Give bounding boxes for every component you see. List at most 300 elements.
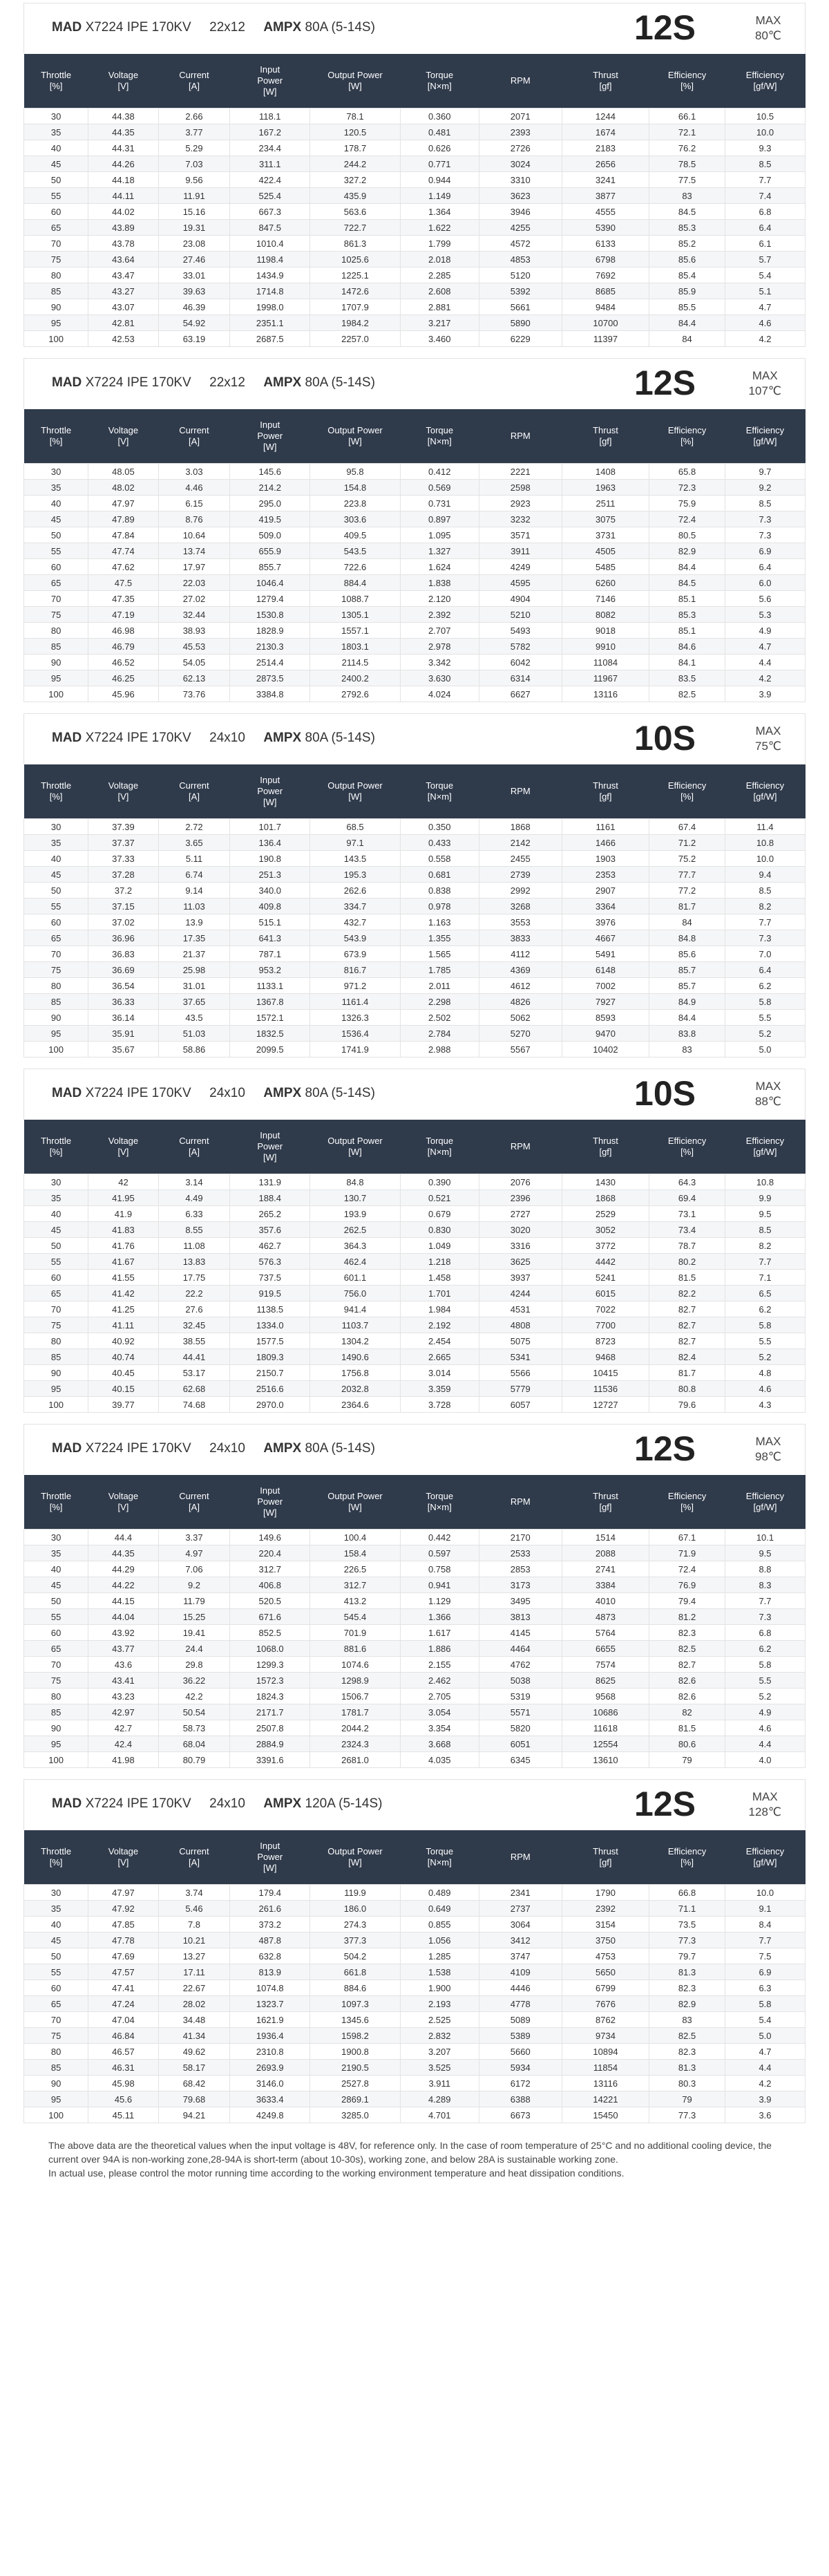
table-cell: 1984.2: [310, 315, 401, 331]
column-header: [562, 1830, 649, 1885]
table-row: [24, 172, 806, 188]
table-cell: 3052: [562, 1222, 649, 1238]
table-cell: 82.9: [649, 1996, 725, 2012]
table-cell: 43.5: [158, 1010, 230, 1026]
table-cell: 90: [24, 299, 88, 315]
table-cell: 30: [24, 1530, 88, 1545]
table-cell: 13116: [562, 686, 649, 702]
table-row: [24, 1174, 806, 1190]
column-header: [24, 1475, 88, 1530]
table-cell: 2741: [562, 1561, 649, 1577]
table-cell: 5341: [479, 1349, 562, 1365]
table-cell: 847.5: [230, 220, 310, 236]
table-cell: 5.0: [725, 2028, 805, 2044]
table-cell: 6057: [479, 1397, 562, 1413]
column-header: [230, 409, 310, 464]
brand-label: MAD: [52, 731, 82, 745]
column-header: [725, 1120, 805, 1174]
table-row: [24, 899, 806, 914]
table-cell: 312.7: [310, 1577, 401, 1593]
table-row: [24, 2028, 806, 2044]
table-cell: 5089: [479, 2012, 562, 2028]
table-cell: 2992: [479, 883, 562, 899]
test-spec: [52, 375, 375, 391]
column-header-line: [%]: [49, 1147, 63, 1157]
table-cell: 179.4: [230, 1885, 310, 1901]
table-header: [23, 713, 806, 764]
table-cell: 85: [24, 1349, 88, 1365]
column-header: [649, 1120, 725, 1174]
table-cell: 82.5: [649, 686, 725, 702]
table-cell: 55: [24, 1609, 88, 1625]
table-cell: 40: [24, 496, 88, 511]
table-cell: 1674: [562, 124, 649, 140]
table-cell: 274.3: [310, 1917, 401, 1933]
table-cell: 3.911: [400, 2076, 479, 2091]
column-header-line: [N×m]: [427, 1147, 452, 1157]
table-cell: 2681.0: [310, 1752, 401, 1768]
table-cell: 3747: [479, 1948, 562, 1964]
table-cell: 66.8: [649, 1885, 725, 1901]
table-cell: 40: [24, 1917, 88, 1933]
column-header-line: Efficiency: [745, 1846, 785, 1856]
table-cell: 44.35: [88, 124, 159, 140]
table-cell: 65.8: [649, 464, 725, 480]
table-cell: 3020: [479, 1222, 562, 1238]
table-cell: 1506.7: [310, 1689, 401, 1704]
table-row: [24, 819, 806, 835]
table-cell: 50: [24, 1593, 88, 1609]
table-cell: 2.784: [400, 1026, 479, 1042]
table-cell: 861.3: [310, 236, 401, 252]
table-cell: 19.41: [158, 1625, 230, 1641]
table-cell: 3.460: [400, 331, 479, 347]
table-cell: 5661: [479, 299, 562, 315]
table-cell: 8685: [562, 283, 649, 299]
table-cell: 44.02: [88, 204, 159, 220]
table-cell: 671.6: [230, 1609, 310, 1625]
table-cell: 79.7: [649, 1948, 725, 1964]
esc-model: 80A (5-14S): [305, 1441, 375, 1456]
table-cell: 7002: [562, 978, 649, 994]
table-cell: 3772: [562, 1238, 649, 1254]
motor-test-table-1: [23, 3, 806, 347]
table-cell: 1472.6: [310, 283, 401, 299]
table-cell: 413.2: [310, 1593, 401, 1609]
table-cell: 5.7: [725, 252, 805, 267]
table-cell: 3232: [479, 511, 562, 527]
table-cell: 36.14: [88, 1010, 159, 1026]
table-cell: 5.29: [158, 140, 230, 156]
max-temperature: [749, 368, 781, 399]
column-header: [649, 764, 725, 819]
table-cell: 41.67: [88, 1254, 159, 1270]
table-cell: 36.33: [88, 994, 159, 1010]
table-cell: 79: [649, 1752, 725, 1768]
table-cell: 47.41: [88, 1980, 159, 1996]
table-cell: 2726: [479, 140, 562, 156]
table-row: [24, 591, 806, 607]
table-cell: 43.27: [88, 283, 159, 299]
column-header-line: Thrust: [593, 1846, 618, 1856]
table-cell: 953.2: [230, 962, 310, 978]
column-header-line: Torque: [426, 1136, 454, 1146]
table-cell: 364.3: [310, 1238, 401, 1254]
table-cell: 3553: [479, 914, 562, 930]
table-cell: 27.6: [158, 1301, 230, 1317]
column-header: [310, 1120, 401, 1174]
table-cell: 3384.8: [230, 686, 310, 702]
table-cell: 543.5: [310, 543, 401, 559]
table-row: [24, 464, 806, 480]
table-cell: 4244: [479, 1286, 562, 1301]
table-cell: 701.9: [310, 1625, 401, 1641]
table-cell: 41.76: [88, 1238, 159, 1254]
column-header: [649, 1830, 725, 1885]
table-cell: 36.69: [88, 962, 159, 978]
table-cell: 1577.5: [230, 1333, 310, 1349]
table-cell: 47.89: [88, 511, 159, 527]
table-cell: 41.11: [88, 1317, 159, 1333]
table-cell: 0.521: [400, 1190, 479, 1206]
table-cell: 50: [24, 527, 88, 543]
column-header-line: [W]: [348, 791, 362, 802]
table-cell: 7.4: [725, 188, 805, 204]
table-cell: 82.5: [649, 2028, 725, 2044]
table-cell: 58.86: [158, 1042, 230, 1057]
table-cell: 1430: [562, 1174, 649, 1190]
table-row: [24, 1222, 806, 1238]
table-cell: 83: [649, 1042, 725, 1057]
table-cell: 85.5: [649, 299, 725, 315]
table-cell: 244.2: [310, 156, 401, 172]
table-cell: 4808: [479, 1317, 562, 1333]
column-header: [158, 1830, 230, 1885]
table-cell: 7022: [562, 1301, 649, 1317]
table-cell: 5567: [479, 1042, 562, 1057]
table-cell: 2.988: [400, 1042, 479, 1057]
esc-brand: AMPX: [263, 1441, 302, 1456]
table-cell: 6.33: [158, 1206, 230, 1222]
table-header: [23, 358, 806, 409]
table-cell: 65: [24, 220, 88, 236]
table-cell: 15450: [562, 2107, 649, 2123]
column-header-line: Current: [179, 1846, 209, 1856]
table-cell: 3.359: [400, 1381, 479, 1397]
table-cell: 0.350: [400, 819, 479, 835]
column-header-line: RPM: [510, 431, 531, 441]
table-cell: 43.07: [88, 299, 159, 315]
table-cell: 6.0: [725, 575, 805, 591]
table-cell: 73.5: [649, 1917, 725, 1933]
column-header-line: [W]: [263, 86, 277, 97]
table-cell: 70: [24, 236, 88, 252]
table-cell: 43.89: [88, 220, 159, 236]
table-cell: 82.2: [649, 1286, 725, 1301]
table-cell: 37.39: [88, 819, 159, 835]
table-cell: 38.55: [158, 1333, 230, 1349]
column-header: [158, 1120, 230, 1174]
table-cell: 2170: [479, 1530, 562, 1545]
table-cell: 1279.4: [230, 591, 310, 607]
table-cell: 45: [24, 156, 88, 172]
table-cell: 3633.4: [230, 2091, 310, 2107]
table-cell: 3024: [479, 156, 562, 172]
table-cell: 406.8: [230, 1577, 310, 1593]
table-cell: 4.49: [158, 1190, 230, 1206]
table-cell: 25.98: [158, 962, 230, 978]
column-header-line: Input: [260, 64, 280, 75]
table-cell: 3.054: [400, 1704, 479, 1720]
table-cell: 35.67: [88, 1042, 159, 1057]
table-cell: 10.1: [725, 1530, 805, 1545]
table-cell: 5392: [479, 283, 562, 299]
table-cell: 47.97: [88, 496, 159, 511]
table-cell: 22.2: [158, 1286, 230, 1301]
table-cell: 601.1: [310, 1270, 401, 1286]
table-cell: 5782: [479, 639, 562, 655]
table-cell: 4.9: [725, 623, 805, 639]
table-cell: 4249: [479, 559, 562, 575]
table-cell: 44.26: [88, 156, 159, 172]
table-cell: 881.6: [310, 1641, 401, 1657]
table-cell: 4.6: [725, 315, 805, 331]
table-cell: 941.4: [310, 1301, 401, 1317]
table-cell: 85.1: [649, 623, 725, 639]
column-header-line: [gf/W]: [753, 81, 777, 91]
table-cell: 262.6: [310, 883, 401, 899]
table-row: [24, 670, 806, 686]
column-header-line: Torque: [426, 1491, 454, 1501]
table-cell: 81.2: [649, 1609, 725, 1625]
table-cell: 5.6: [725, 591, 805, 607]
table-cell: 5493: [479, 623, 562, 639]
column-header-line: Output Power: [327, 780, 383, 791]
table-cell: 673.9: [310, 946, 401, 962]
table-cell: 3750: [562, 1933, 649, 1948]
table-cell: 33.01: [158, 267, 230, 283]
table-row: [24, 1964, 806, 1980]
table-cell: 66.1: [649, 109, 725, 124]
table-cell: 1.984: [400, 1301, 479, 1317]
table-cell: 84.8: [649, 930, 725, 946]
motor-model: X7224 IPE 170KV: [85, 1796, 191, 1811]
table-row: [24, 1885, 806, 1901]
table-cell: 40: [24, 851, 88, 867]
table-cell: 35: [24, 1545, 88, 1561]
table-cell: 85.7: [649, 978, 725, 994]
column-header-line: Voltage: [108, 1136, 139, 1146]
table-cell: 65: [24, 1641, 88, 1657]
table-row: [24, 331, 806, 347]
table-cell: 3310: [479, 172, 562, 188]
table-cell: 3391.6: [230, 1752, 310, 1768]
column-header: [88, 1120, 159, 1174]
table-cell: 6.9: [725, 1964, 805, 1980]
table-cell: 7.1: [725, 1270, 805, 1286]
table-cell: 13.9: [158, 914, 230, 930]
table-cell: 5.8: [725, 994, 805, 1010]
table-cell: 85.9: [649, 283, 725, 299]
table-cell: 334.7: [310, 899, 401, 914]
table-cell: 3.342: [400, 655, 479, 670]
table-cell: 10700: [562, 315, 649, 331]
table-cell: 4112: [479, 946, 562, 962]
table-cell: 1.218: [400, 1254, 479, 1270]
table-cell: 80.5: [649, 527, 725, 543]
column-header-line: Voltage: [108, 1491, 139, 1501]
table-cell: 5.8: [725, 1317, 805, 1333]
table-cell: 0.481: [400, 124, 479, 140]
table-cell: 2076: [479, 1174, 562, 1190]
table-cell: 0.758: [400, 1561, 479, 1577]
table-cell: 9.4: [725, 867, 805, 883]
table-row: [24, 962, 806, 978]
table-cell: 4.6: [725, 1720, 805, 1736]
table-cell: 432.7: [310, 914, 401, 930]
table-cell: 4.8: [725, 1365, 805, 1381]
propeller-size: 24x10: [209, 731, 245, 745]
max-label: MAX: [755, 1435, 781, 1448]
table-row: [24, 914, 806, 930]
table-cell: 75: [24, 607, 88, 623]
table-cell: 2364.6: [310, 1397, 401, 1413]
table-cell: 60: [24, 1625, 88, 1641]
table-cell: 10894: [562, 2044, 649, 2060]
table-cell: 11.91: [158, 188, 230, 204]
table-cell: 265.2: [230, 1206, 310, 1222]
table-cell: 42.7: [88, 1720, 159, 1736]
table-cell: 193.9: [310, 1206, 401, 1222]
table-cell: 1434.9: [230, 267, 310, 283]
table-cell: 632.8: [230, 1948, 310, 1964]
table-cell: 1074.8: [230, 1980, 310, 1996]
table-cell: 11084: [562, 655, 649, 670]
table-cell: 9018: [562, 623, 649, 639]
table-row: [24, 2107, 806, 2123]
table-cell: 31.01: [158, 978, 230, 994]
table-cell: 45.53: [158, 639, 230, 655]
table-cell: 46.84: [88, 2028, 159, 2044]
table-cell: 65: [24, 1286, 88, 1301]
max-temp-value: 88℃: [754, 1095, 781, 1108]
table-cell: 71.2: [649, 835, 725, 851]
column-header: [479, 1475, 562, 1530]
table-row: [24, 1317, 806, 1333]
column-header: [479, 1120, 562, 1174]
table-cell: 1.565: [400, 946, 479, 962]
table-cell: 4555: [562, 204, 649, 220]
table-cell: 6673: [479, 2107, 562, 2123]
table-cell: 79.68: [158, 2091, 230, 2107]
column-header-line: RPM: [510, 1141, 531, 1151]
table-cell: 68.42: [158, 2076, 230, 2091]
table-cell: 5934: [479, 2060, 562, 2076]
table-cell: 80: [24, 978, 88, 994]
column-header-line: [%]: [49, 436, 63, 446]
table-cell: 4109: [479, 1964, 562, 1980]
column-header-line: Current: [179, 780, 209, 791]
column-header: [24, 409, 88, 464]
table-cell: 119.9: [310, 1885, 401, 1901]
table-cell: 68.04: [158, 1736, 230, 1752]
column-header-line: Thrust: [593, 70, 618, 80]
table-cell: 37.28: [88, 867, 159, 883]
table-cell: 1598.2: [310, 2028, 401, 2044]
table-cell: 6.4: [725, 559, 805, 575]
table-cell: 7.7: [725, 1254, 805, 1270]
table-cell: 10.5: [725, 109, 805, 124]
footnote: [48, 2138, 801, 2180]
table-cell: 1244: [562, 109, 649, 124]
table-cell: 22.03: [158, 575, 230, 591]
table-cell: 8.5: [725, 496, 805, 511]
table-cell: 1367.8: [230, 994, 310, 1010]
table-cell: 42.97: [88, 1704, 159, 1720]
table-row: [24, 575, 806, 591]
table-cell: 62.13: [158, 670, 230, 686]
column-header-line: [N×m]: [427, 1857, 452, 1868]
table-cell: 543.9: [310, 930, 401, 946]
battery-cells: 10S: [634, 719, 696, 758]
column-header-line: Voltage: [108, 1846, 139, 1856]
table-cell: 2142: [479, 835, 562, 851]
motor-model: X7224 IPE 170KV: [85, 731, 191, 745]
table-row: [24, 883, 806, 899]
table-cell: 13610: [562, 1752, 649, 1768]
table-cell: 149.6: [230, 1530, 310, 1545]
table-cell: 2.707: [400, 623, 479, 639]
table-cell: 44.04: [88, 1609, 159, 1625]
table-cell: 3.014: [400, 1365, 479, 1381]
table-cell: 1.538: [400, 1964, 479, 1980]
table-cell: 2400.2: [310, 670, 401, 686]
table-cell: 4753: [562, 1948, 649, 1964]
table-cell: 1.900: [400, 1980, 479, 1996]
motor-model: X7224 IPE 170KV: [85, 1441, 191, 1456]
battery-cells: 12S: [634, 364, 696, 402]
table-cell: 36.96: [88, 930, 159, 946]
table-row: [24, 1206, 806, 1222]
table-cell: 1345.6: [310, 2012, 401, 2028]
table-cell: 80.2: [649, 1254, 725, 1270]
table-cell: 85.1: [649, 591, 725, 607]
table-cell: 44.41: [158, 1349, 230, 1365]
table-row: [24, 204, 806, 220]
table-cell: 45.98: [88, 2076, 159, 2091]
table-row: [24, 1545, 806, 1561]
table-cell: 2190.5: [310, 2060, 401, 2076]
column-header: [725, 764, 805, 819]
table-cell: 78.5: [649, 156, 725, 172]
table-cell: 37.15: [88, 899, 159, 914]
table-cell: 17.35: [158, 930, 230, 946]
table-cell: 3384: [562, 1577, 649, 1593]
table-cell: 55: [24, 899, 88, 914]
table-cell: 101.7: [230, 819, 310, 835]
table-cell: 4.0: [725, 1752, 805, 1768]
table-row: [24, 851, 806, 867]
table-cell: 1.624: [400, 559, 479, 575]
table-cell: 80.3: [649, 2076, 725, 2091]
table-cell: 7.7: [725, 914, 805, 930]
table-cell: 0.679: [400, 1206, 479, 1222]
table-cell: 8.4: [725, 1917, 805, 1933]
table-cell: 13116: [562, 2076, 649, 2091]
column-header-line: [N×m]: [427, 81, 452, 91]
table-cell: 10686: [562, 1704, 649, 1720]
table-cell: 21.37: [158, 946, 230, 962]
